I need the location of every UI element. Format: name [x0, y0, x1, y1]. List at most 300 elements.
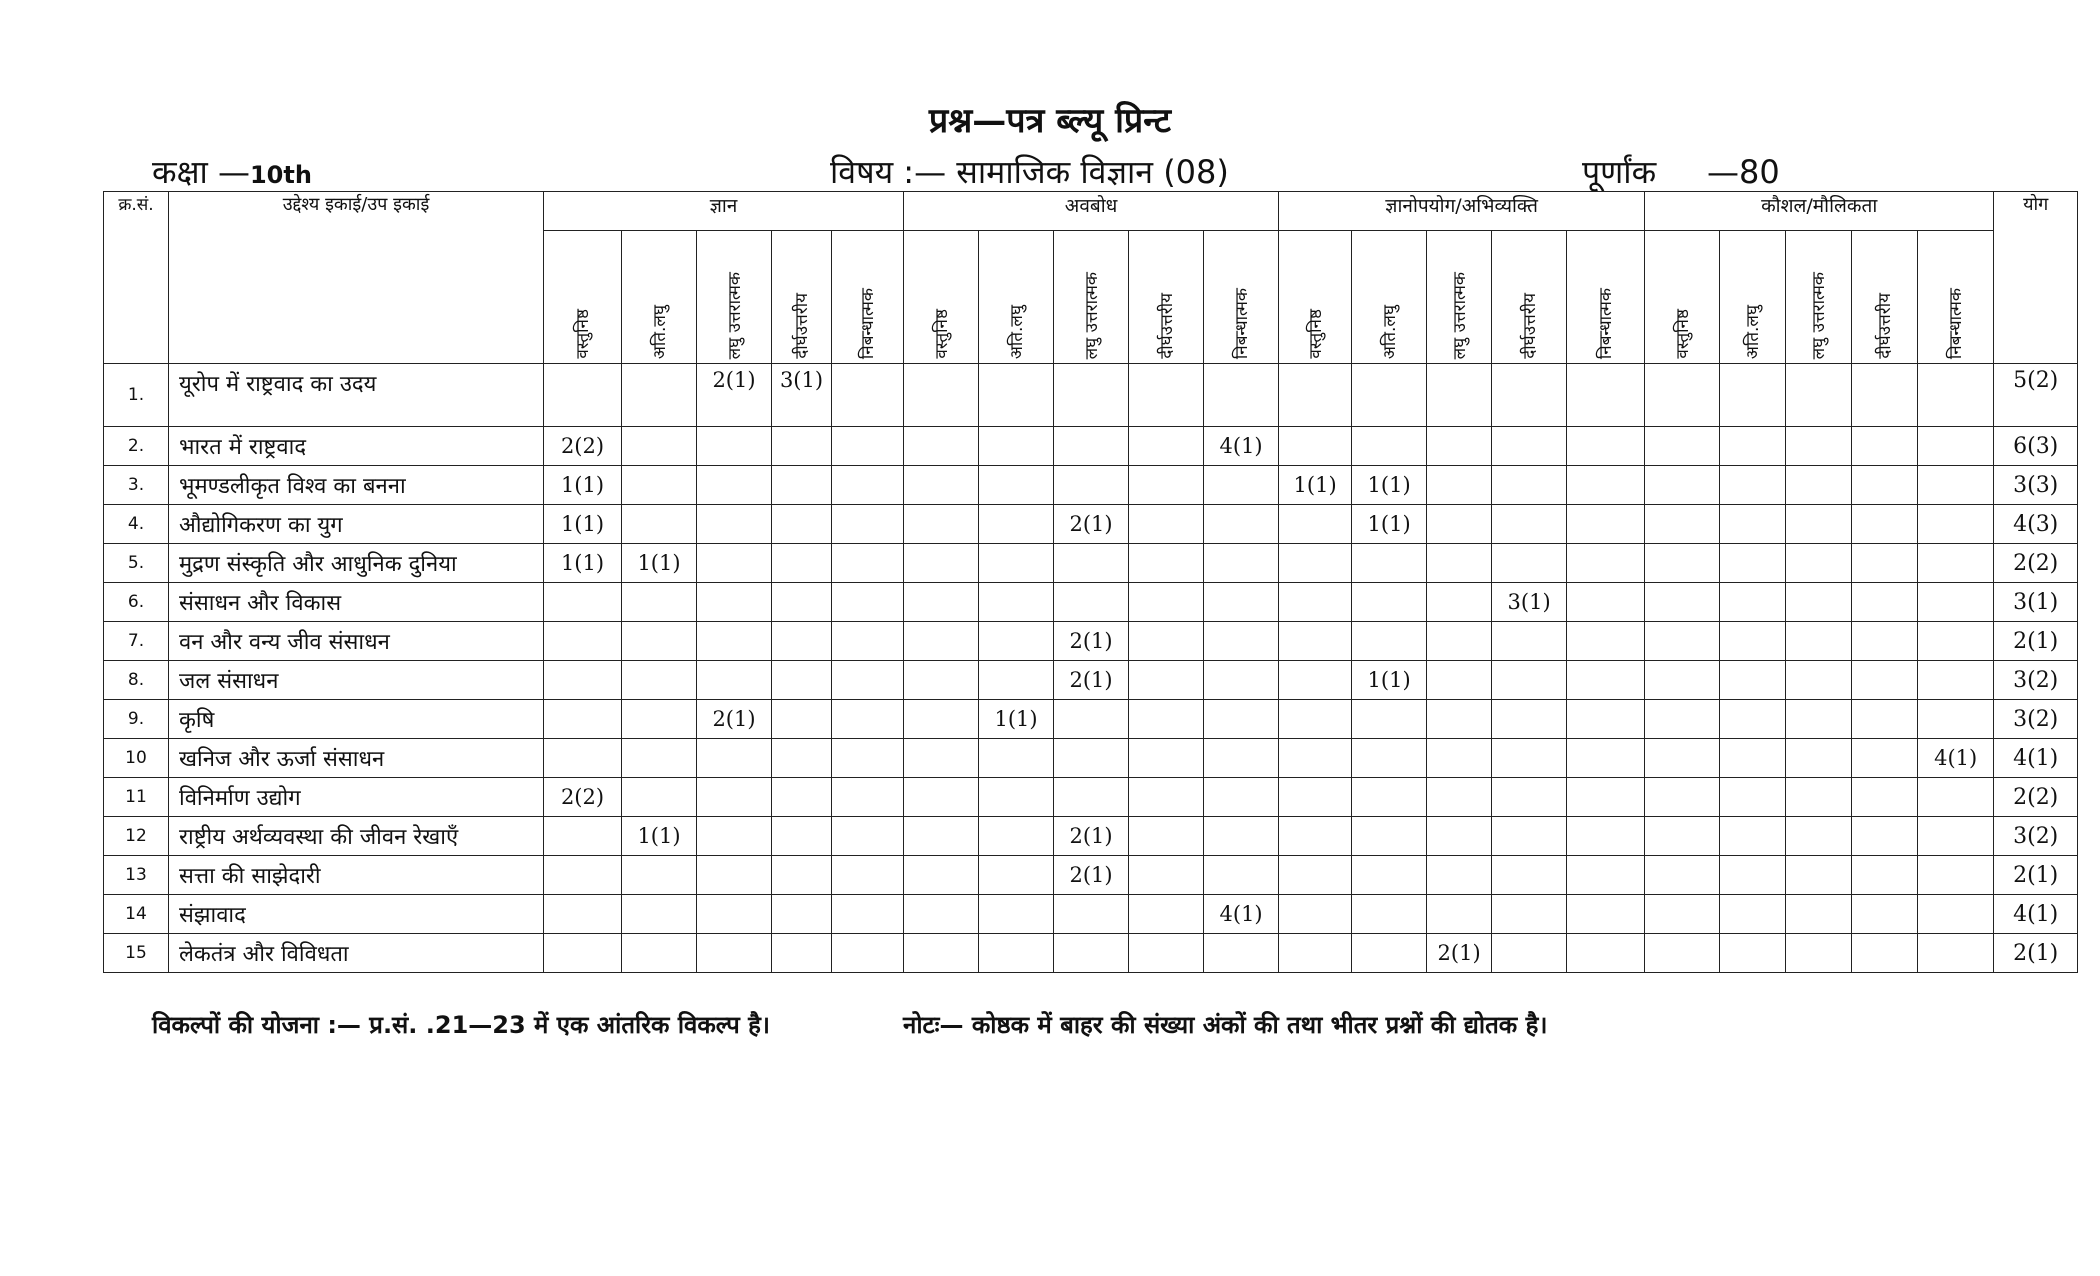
- marks-cell: [1645, 505, 1720, 544]
- marks-cell: [1786, 934, 1852, 973]
- table-row: [104, 583, 2078, 622]
- marks-cell: [772, 895, 832, 934]
- marks-cell: [1279, 817, 1352, 856]
- row-total: 3(2): [1994, 700, 2078, 739]
- marks-cell: [1492, 934, 1567, 973]
- marks-cell: [1054, 739, 1129, 778]
- marks-cell: [832, 427, 904, 466]
- marks-cell: [1645, 622, 1720, 661]
- marks-cell: [697, 856, 772, 895]
- table-row: [104, 817, 2078, 856]
- marks-cell: [979, 622, 1054, 661]
- marks-cell: [1427, 622, 1492, 661]
- marks-cell: [544, 895, 622, 934]
- marks-cell: [1054, 544, 1129, 583]
- marks-cell: [1918, 817, 1994, 856]
- marks-cell: [1645, 700, 1720, 739]
- marks-cell: [1427, 544, 1492, 583]
- sub-header-label: वस्तुनिष्ठ: [573, 309, 593, 359]
- sub-header-label: अति.लघु: [1006, 304, 1027, 359]
- marks-cell: [1427, 778, 1492, 817]
- marks-cell: [1204, 700, 1279, 739]
- group-header-kaushal: कौशल/मौलिकता: [1645, 192, 1994, 231]
- marks-cell: [1786, 364, 1852, 427]
- marks-cell: [1129, 583, 1204, 622]
- marks-cell: [1645, 661, 1720, 700]
- unit-name: औद्योगिकरण का युग: [169, 505, 544, 544]
- marks-cell: 4(1): [1204, 895, 1279, 934]
- marks-cell: [772, 427, 832, 466]
- marks-cell: [1786, 856, 1852, 895]
- table-row: [104, 466, 2078, 505]
- marks-cell: [1204, 583, 1279, 622]
- marks-cell: [1427, 817, 1492, 856]
- marks-cell: [1567, 544, 1645, 583]
- sub-header-label: लघु उत्तरात्मक: [1449, 271, 1470, 359]
- marks-cell: 1(1): [1352, 661, 1427, 700]
- marks-cell: [1352, 778, 1427, 817]
- marks-cell: [1852, 505, 1918, 544]
- marks-cell: [832, 856, 904, 895]
- marks-cell: [1054, 895, 1129, 934]
- sub-header-cell: [1129, 231, 1204, 364]
- marks-cell: [904, 583, 979, 622]
- marks-cell: [1204, 505, 1279, 544]
- marks-cell: [1852, 934, 1918, 973]
- marks-cell: [622, 505, 697, 544]
- serial-number: 12: [104, 817, 169, 856]
- unit-name: भारत में राष्ट्रवाद: [169, 427, 544, 466]
- table-row: [104, 661, 2078, 700]
- unit-name: विनिर्माण उद्योग: [169, 778, 544, 817]
- marks-cell: [697, 817, 772, 856]
- marks-cell: [1054, 583, 1129, 622]
- marks-cell: [1720, 661, 1786, 700]
- sub-header-cell: [1567, 231, 1645, 364]
- marks-cell: [979, 466, 1054, 505]
- marks-cell: [1279, 856, 1352, 895]
- marks-cell: [1852, 895, 1918, 934]
- sub-header-cell: [1918, 231, 1994, 364]
- marks-cell: [1852, 739, 1918, 778]
- marks-cell: [979, 544, 1054, 583]
- marks-cell: [772, 856, 832, 895]
- marks-cell: [1918, 622, 1994, 661]
- subject-info: विषय :— सामाजिक विज्ञान (08): [830, 153, 1229, 191]
- marks-cell: [832, 934, 904, 973]
- marks-cell: [772, 466, 832, 505]
- marks-cell: [1567, 739, 1645, 778]
- marks-cell: 1(1): [1279, 466, 1352, 505]
- marks-cell: [832, 364, 904, 427]
- table-row: [104, 895, 2078, 934]
- marks-cell: [1492, 895, 1567, 934]
- marks-cell: [1129, 856, 1204, 895]
- sub-header-cell: [1427, 231, 1492, 364]
- marks-cell: [832, 895, 904, 934]
- marks-cell: 2(1): [1054, 817, 1129, 856]
- marks-cell: [832, 700, 904, 739]
- class-value: 10th: [249, 161, 312, 189]
- marks-cell: 2(2): [544, 778, 622, 817]
- marks-cell: [904, 505, 979, 544]
- serial-number: 3.: [104, 466, 169, 505]
- marks-cell: [1918, 427, 1994, 466]
- marks-cell: [1852, 778, 1918, 817]
- marks-value: —80: [1707, 153, 1780, 191]
- marks-cell: [772, 700, 832, 739]
- marks-cell: [1352, 544, 1427, 583]
- marks-cell: [904, 466, 979, 505]
- marks-cell: [622, 364, 697, 427]
- marks-cell: [904, 739, 979, 778]
- marks-cell: [1720, 934, 1786, 973]
- marks-cell: [979, 739, 1054, 778]
- table-body: [104, 364, 2078, 973]
- row-total: 3(2): [1994, 661, 2078, 700]
- marks-cell: [1492, 817, 1567, 856]
- marks-cell: [1786, 583, 1852, 622]
- marks-cell: [832, 466, 904, 505]
- marks-cell: [1645, 466, 1720, 505]
- unit-name: जल संसाधन: [169, 661, 544, 700]
- sub-header-label: निबन्धात्मक: [1231, 287, 1252, 359]
- marks-cell: [1204, 661, 1279, 700]
- marks-cell: [1204, 778, 1279, 817]
- marks-cell: [1129, 817, 1204, 856]
- marks-cell: [1852, 856, 1918, 895]
- marks-cell: [1645, 934, 1720, 973]
- serial-number: 15: [104, 934, 169, 973]
- marks-cell: [1720, 895, 1786, 934]
- marks-cell: [1352, 622, 1427, 661]
- sub-header-label: निबन्धात्मक: [1596, 287, 1617, 359]
- sub-header-label: वस्तुनिष्ठ: [1672, 309, 1693, 359]
- marks-cell: [1567, 661, 1645, 700]
- marks-cell: [1852, 622, 1918, 661]
- marks-cell: 3(1): [1492, 583, 1567, 622]
- marks-cell: [1852, 661, 1918, 700]
- serial-number: 13: [104, 856, 169, 895]
- marks-cell: [1129, 934, 1204, 973]
- marks-cell: [772, 583, 832, 622]
- table-row: [104, 739, 2078, 778]
- row-total: 4(1): [1994, 739, 2078, 778]
- marks-cell: [1567, 364, 1645, 427]
- marks-cell: 1(1): [544, 505, 622, 544]
- marks-cell: [1279, 364, 1352, 427]
- unit-name: वन और वन्य जीव संसाधन: [169, 622, 544, 661]
- marks-cell: [544, 661, 622, 700]
- marks-cell: [1720, 700, 1786, 739]
- sub-header-label: अति.लघु: [1379, 304, 1400, 359]
- marks-cell: [1786, 544, 1852, 583]
- marks-cell: [904, 700, 979, 739]
- marks-cell: [1492, 505, 1567, 544]
- marks-cell: [544, 364, 622, 427]
- marks-cell: 3(1): [772, 364, 832, 427]
- marks-cell: [1352, 364, 1427, 427]
- options-scheme: विकल्पों की योजना :— प्र.सं. .21—23 में एक आंतरिक विकल्प है।: [152, 1011, 770, 1039]
- sub-header-cell: [772, 231, 832, 364]
- marks-cell: [1918, 934, 1994, 973]
- marks-cell: [1492, 778, 1567, 817]
- marks-cell: [1427, 364, 1492, 427]
- sub-header-cell: [622, 231, 697, 364]
- marks-cell: 2(1): [1054, 622, 1129, 661]
- marks-cell: [1645, 856, 1720, 895]
- unit-name: भूमण्डलीकृत विश्व का बनना: [169, 466, 544, 505]
- row-total: 2(1): [1994, 856, 2078, 895]
- marks-cell: [1427, 427, 1492, 466]
- marks-cell: [1279, 895, 1352, 934]
- marks-cell: [622, 934, 697, 973]
- sub-header-label: वस्तुनिष्ठ: [931, 309, 952, 359]
- marks-cell: 4(1): [1918, 739, 1994, 778]
- marks-cell: [1720, 739, 1786, 778]
- marks-cell: [1492, 466, 1567, 505]
- marks-cell: [832, 505, 904, 544]
- marks-cell: [1492, 427, 1567, 466]
- marks-cell: [1786, 817, 1852, 856]
- marks-cell: [1567, 427, 1645, 466]
- marks-cell: [697, 739, 772, 778]
- marks-cell: [904, 856, 979, 895]
- marks-cell: [772, 934, 832, 973]
- marks-cell: [1427, 856, 1492, 895]
- marks-cell: [1204, 466, 1279, 505]
- marks-cell: [622, 583, 697, 622]
- marks-cell: [1720, 856, 1786, 895]
- marks-cell: [1352, 856, 1427, 895]
- marks-cell: [1352, 739, 1427, 778]
- group-header-gyanopyog: ज्ञानोपयोग/अभिव्यक्ति: [1279, 192, 1645, 231]
- unit-name: खनिज और ऊर्जा संसाधन: [169, 739, 544, 778]
- serial-number: 8.: [104, 661, 169, 700]
- marks-cell: [832, 817, 904, 856]
- marks-cell: [1567, 934, 1645, 973]
- marks-cell: [544, 622, 622, 661]
- marks-cell: [1645, 895, 1720, 934]
- sn-header: क्र.सं.: [104, 192, 169, 364]
- marks-cell: [697, 622, 772, 661]
- sub-header-label: दीर्घउत्तरीय: [1519, 293, 1540, 359]
- marks-cell: [1567, 583, 1645, 622]
- marks-cell: [544, 700, 622, 739]
- marks-cell: [979, 778, 1054, 817]
- sub-header-cell: [1279, 231, 1352, 364]
- serial-number: 1.: [104, 364, 169, 427]
- marks-cell: 2(1): [1054, 661, 1129, 700]
- marks-cell: [1645, 544, 1720, 583]
- unit-name: लेकतंत्र और विविधता: [169, 934, 544, 973]
- group-header-row: [104, 192, 2078, 231]
- group-header-avbodh: अवबोध: [904, 192, 1279, 231]
- unit-name: मुद्रण संस्कृति और आधुनिक दुनिया: [169, 544, 544, 583]
- unit-header: उद्देश्य इकाई/उप इकाई: [169, 192, 544, 364]
- row-total: 2(1): [1994, 934, 2078, 973]
- marks-cell: [1645, 364, 1720, 427]
- page-title: प्रश्न—पत्र ब्ल्यू प्रिन्ट: [928, 101, 1172, 141]
- sub-header-cell: [1852, 231, 1918, 364]
- serial-number: 7.: [104, 622, 169, 661]
- unit-name: संसाधन और विकास: [169, 583, 544, 622]
- marks-cell: [1786, 700, 1852, 739]
- serial-number: 9.: [104, 700, 169, 739]
- marks-cell: [1918, 583, 1994, 622]
- marks-cell: [1054, 466, 1129, 505]
- marks-cell: 1(1): [1352, 505, 1427, 544]
- group-header-gyan: ज्ञान: [544, 192, 904, 231]
- marks-cell: [544, 934, 622, 973]
- marks-cell: [1567, 700, 1645, 739]
- table-row: [104, 778, 2078, 817]
- marks-cell: [1279, 505, 1352, 544]
- marks-cell: [1427, 739, 1492, 778]
- marks-cell: [1427, 700, 1492, 739]
- marks-cell: 2(1): [697, 700, 772, 739]
- marks-cell: [979, 583, 1054, 622]
- marks-cell: [1352, 583, 1427, 622]
- marks-cell: [772, 505, 832, 544]
- marks-cell: [979, 817, 1054, 856]
- table-row: [104, 544, 2078, 583]
- sub-header-cell: [1720, 231, 1786, 364]
- marks-cell: [1918, 661, 1994, 700]
- marks-cell: [622, 739, 697, 778]
- marks-cell: [1645, 817, 1720, 856]
- marks-cell: [979, 661, 1054, 700]
- sub-header-label: लघु उत्तरात्मक: [724, 271, 745, 359]
- marks-cell: [772, 739, 832, 778]
- sub-header-label: अति.लघु: [1743, 304, 1764, 359]
- sub-header-cell: [1492, 231, 1567, 364]
- marks-cell: [622, 895, 697, 934]
- marks-cell: [697, 505, 772, 544]
- marks-cell: [1720, 427, 1786, 466]
- marks-cell: [1786, 427, 1852, 466]
- marks-cell: [832, 583, 904, 622]
- marks-cell: [1852, 466, 1918, 505]
- footnote: नोटः— कोष्ठक में बाहर की संख्या अंकों की तथा भीतर प्रश्नों की द्योतक है।: [903, 1011, 1548, 1039]
- marks-cell: [1567, 505, 1645, 544]
- row-total: 6(3): [1994, 427, 2078, 466]
- row-total: 4(1): [1994, 895, 2078, 934]
- sub-header-cell: [1786, 231, 1852, 364]
- marks-cell: [1427, 661, 1492, 700]
- marks-cell: 2(1): [1427, 934, 1492, 973]
- marks-cell: [1129, 544, 1204, 583]
- marks-cell: [1129, 700, 1204, 739]
- serial-number: 2.: [104, 427, 169, 466]
- marks-cell: [697, 778, 772, 817]
- marks-cell: [1204, 856, 1279, 895]
- marks-cell: [1918, 700, 1994, 739]
- marks-cell: [1786, 505, 1852, 544]
- marks-cell: [622, 700, 697, 739]
- marks-cell: [1852, 583, 1918, 622]
- marks-cell: [1204, 739, 1279, 778]
- marks-cell: [1720, 544, 1786, 583]
- marks-cell: [1129, 622, 1204, 661]
- marks-cell: [1786, 622, 1852, 661]
- sub-header-label: निबन्धात्मक: [858, 287, 879, 359]
- marks-cell: [1352, 895, 1427, 934]
- marks-cell: [697, 895, 772, 934]
- marks-cell: [1279, 427, 1352, 466]
- marks-cell: [697, 466, 772, 505]
- row-total: 2(2): [1994, 544, 2078, 583]
- table-row: [104, 622, 2078, 661]
- row-total: 3(2): [1994, 817, 2078, 856]
- sub-header-cell: [1645, 231, 1720, 364]
- marks-cell: [1645, 778, 1720, 817]
- marks-cell: [1204, 934, 1279, 973]
- serial-number: 5.: [104, 544, 169, 583]
- marks-cell: [904, 661, 979, 700]
- marks-cell: [1129, 466, 1204, 505]
- marks-cell: 2(2): [544, 427, 622, 466]
- sub-header-cell: [1204, 231, 1279, 364]
- marks-cell: [1918, 778, 1994, 817]
- marks-cell: [622, 856, 697, 895]
- marks-cell: [1567, 466, 1645, 505]
- marks-cell: [1567, 817, 1645, 856]
- marks-cell: [772, 778, 832, 817]
- marks-cell: [1279, 661, 1352, 700]
- marks-cell: [1129, 895, 1204, 934]
- marks-cell: [1720, 817, 1786, 856]
- table-row: [104, 700, 2078, 739]
- marks-cell: [1645, 739, 1720, 778]
- marks-cell: 1(1): [622, 817, 697, 856]
- unit-name: सत्ता की साझेदारी: [169, 856, 544, 895]
- marks-cell: [1492, 661, 1567, 700]
- sub-header-cell: [1352, 231, 1427, 364]
- marks-cell: [832, 661, 904, 700]
- sub-header-cell: [832, 231, 904, 364]
- marks-cell: [1279, 778, 1352, 817]
- marks-cell: [1918, 544, 1994, 583]
- row-total: 4(3): [1994, 505, 2078, 544]
- marks-cell: 2(1): [1054, 505, 1129, 544]
- marks-cell: [622, 661, 697, 700]
- marks-cell: [1352, 427, 1427, 466]
- blueprint-table: [103, 191, 2078, 973]
- marks-cell: [1918, 466, 1994, 505]
- marks-cell: 2(1): [697, 364, 772, 427]
- marks-cell: [1852, 700, 1918, 739]
- table-row: [104, 856, 2078, 895]
- marks-cell: [904, 778, 979, 817]
- marks-cell: [832, 778, 904, 817]
- marks-cell: [1492, 739, 1567, 778]
- marks-cell: [979, 364, 1054, 427]
- sub-header-label: लघु उत्तरात्मक: [1081, 271, 1102, 359]
- marks-cell: [1279, 622, 1352, 661]
- marks-cell: [1852, 817, 1918, 856]
- marks-cell: [1720, 505, 1786, 544]
- sub-header-cell: [544, 231, 622, 364]
- marks-cell: [544, 856, 622, 895]
- marks-cell: [1054, 778, 1129, 817]
- serial-number: 10: [104, 739, 169, 778]
- marks-cell: [1492, 544, 1567, 583]
- marks-cell: [1129, 427, 1204, 466]
- marks-cell: [1054, 427, 1129, 466]
- marks-cell: [979, 934, 1054, 973]
- marks-cell: [697, 544, 772, 583]
